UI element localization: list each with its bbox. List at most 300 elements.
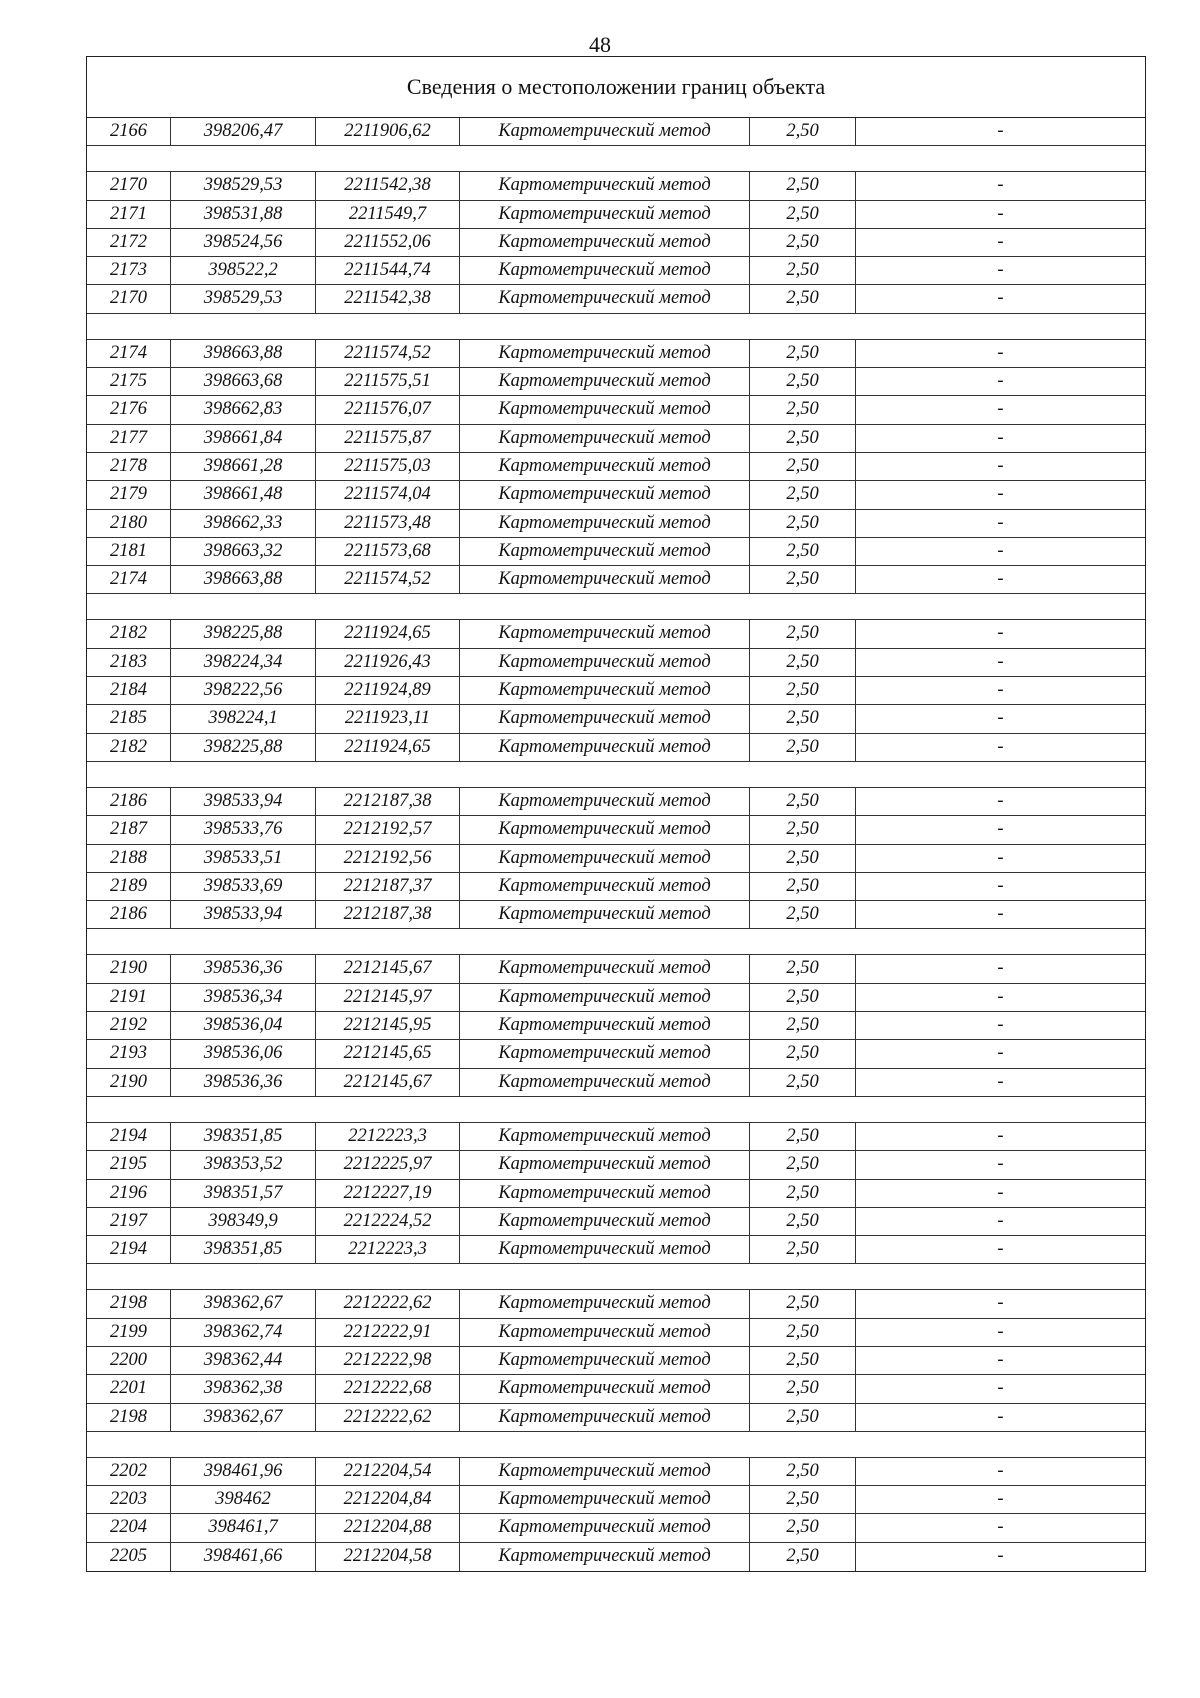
method-cell: Картометрический метод [460,172,750,199]
point-number-cell: 2182 [87,734,171,761]
y-coordinate-cell: 2211923,11 [316,705,460,732]
table-row [87,1319,1145,1347]
method-cell: Картометрический метод [460,201,750,228]
x-coordinate-cell: 398349,9 [171,1208,316,1235]
x-coordinate-cell: 398661,48 [171,481,316,508]
table-row [87,1040,1145,1068]
y-coordinate-cell: 2212192,56 [316,845,460,872]
note-cell: - [997,1349,1004,1370]
x-coordinate-cell: 398222,56 [171,677,316,704]
y-coordinate-cell: 2212222,68 [316,1375,460,1402]
point-number-cell: 2186 [87,788,171,815]
accuracy-cell: 2,50 [750,984,856,1011]
y-coordinate-cell: 2211575,03 [316,453,460,480]
table-row [87,172,1145,200]
x-coordinate-cell: 398362,44 [171,1347,316,1374]
note-cell: - [997,790,1004,811]
point-number-cell: 2171 [87,201,171,228]
table-row [87,1012,1145,1040]
accuracy-cell: 2,50 [750,816,856,843]
accuracy-cell: 2,50 [750,1123,856,1150]
point-number-cell: 2174 [87,566,171,593]
y-coordinate-cell: 2212145,67 [316,1069,460,1096]
method-cell: Картометрический метод [460,1012,750,1039]
y-coordinate-cell: 2211573,68 [316,538,460,565]
accuracy-cell: 2,50 [750,1236,856,1263]
accuracy-cell: 2,50 [750,425,856,452]
point-number-cell: 2191 [87,984,171,1011]
x-coordinate-cell: 398224,1 [171,705,316,732]
y-coordinate-cell: 2211924,65 [316,734,460,761]
point-number-cell: 2198 [87,1290,171,1317]
accuracy-cell: 2,50 [750,538,856,565]
note-cell: - [997,175,1004,196]
note-cell: - [997,1293,1004,1314]
x-coordinate-cell: 398536,34 [171,984,316,1011]
group-separator-row [87,1432,1145,1458]
method-cell: Картометрический метод [460,734,750,761]
point-number-cell: 2194 [87,1236,171,1263]
method-cell: Картометрический метод [460,229,750,256]
accuracy-cell: 2,50 [750,453,856,480]
table-row [87,396,1145,424]
accuracy-cell: 2,50 [750,1069,856,1096]
accuracy-cell: 2,50 [750,257,856,284]
accuracy-cell: 2,50 [750,481,856,508]
y-coordinate-cell: 2212145,67 [316,955,460,982]
x-coordinate-cell: 398461,7 [171,1514,316,1541]
table-row [87,901,1145,929]
accuracy-cell: 2,50 [750,1290,856,1317]
accuracy-cell: 2,50 [750,1012,856,1039]
y-coordinate-cell: 2211542,38 [316,285,460,312]
y-coordinate-cell: 2212145,65 [316,1040,460,1067]
note-cell: - [997,1489,1004,1510]
accuracy-cell: 2,50 [750,1180,856,1207]
x-coordinate-cell: 398461,96 [171,1458,316,1485]
x-coordinate-cell: 398533,69 [171,873,316,900]
table-row [87,368,1145,396]
accuracy-cell: 2,50 [750,955,856,982]
table-row [87,788,1145,816]
table-row [87,845,1145,873]
group-separator-row [87,1264,1145,1290]
page-number: 48 [589,32,611,57]
note-cell: - [997,1406,1004,1427]
table-body [87,118,1145,1571]
point-number-cell: 2175 [87,368,171,395]
y-coordinate-cell: 2212187,38 [316,788,460,815]
point-number-cell: 2190 [87,1069,171,1096]
point-number-cell: 2199 [87,1319,171,1346]
table-row [87,734,1145,762]
accuracy-cell: 2,50 [750,1319,856,1346]
table-row [87,285,1145,313]
y-coordinate-cell: 2211552,06 [316,229,460,256]
note-cell: - [997,1321,1004,1342]
accuracy-cell: 2,50 [750,901,856,928]
y-coordinate-cell: 2212222,98 [316,1347,460,1374]
accuracy-cell: 2,50 [750,340,856,367]
y-coordinate-cell: 2211924,89 [316,677,460,704]
y-coordinate-cell: 2212223,3 [316,1123,460,1150]
y-coordinate-cell: 2211574,52 [316,566,460,593]
accuracy-cell: 2,50 [750,788,856,815]
x-coordinate-cell: 398353,52 [171,1151,316,1178]
y-coordinate-cell: 2212222,62 [316,1404,460,1431]
accuracy-cell: 2,50 [750,649,856,676]
point-number-cell: 2194 [87,1123,171,1150]
point-number-cell: 2177 [87,425,171,452]
point-number-cell: 2179 [87,481,171,508]
x-coordinate-cell: 398661,84 [171,425,316,452]
point-number-cell: 2204 [87,1514,171,1541]
method-cell: Картометрический метод [460,1514,750,1541]
y-coordinate-cell: 2211924,65 [316,620,460,647]
x-coordinate-cell: 398536,36 [171,955,316,982]
x-coordinate-cell: 398536,04 [171,1012,316,1039]
x-coordinate-cell: 398206,47 [171,118,316,145]
method-cell: Картометрический метод [460,1040,750,1067]
method-cell: Картометрический метод [460,1236,750,1263]
x-coordinate-cell: 398529,53 [171,285,316,312]
x-coordinate-cell: 398662,83 [171,396,316,423]
table-title: Сведения о местоположении границ объекта [87,57,1145,118]
table-row [87,1290,1145,1318]
group-separator-row [87,1097,1145,1123]
x-coordinate-cell: 398225,88 [171,620,316,647]
table-row [87,1123,1145,1151]
table-row [87,201,1145,229]
x-coordinate-cell: 398536,06 [171,1040,316,1067]
note-cell: - [997,231,1004,252]
table-row [87,1486,1145,1514]
y-coordinate-cell: 2211542,38 [316,172,460,199]
y-coordinate-cell: 2211906,62 [316,118,460,145]
note-cell: - [997,1182,1004,1203]
x-coordinate-cell: 398663,88 [171,340,316,367]
table-row [87,1543,1145,1571]
note-cell: - [997,1043,1004,1064]
table-row [87,1208,1145,1236]
point-number-cell: 2198 [87,1404,171,1431]
table-row [87,453,1145,481]
y-coordinate-cell: 2211549,7 [316,201,460,228]
y-coordinate-cell: 2212204,84 [316,1486,460,1513]
point-number-cell: 2184 [87,677,171,704]
method-cell: Картометрический метод [460,368,750,395]
point-number-cell: 2205 [87,1543,171,1571]
method-cell: Картометрический метод [460,118,750,145]
table-row [87,677,1145,705]
y-coordinate-cell: 2211575,51 [316,368,460,395]
note-cell: - [997,1125,1004,1146]
table-row [87,649,1145,677]
table-row [87,984,1145,1012]
accuracy-cell: 2,50 [750,118,856,145]
y-coordinate-cell: 2212204,88 [316,1514,460,1541]
table-row [87,705,1145,733]
note-cell: - [997,708,1004,729]
note-cell: - [997,680,1004,701]
accuracy-cell: 2,50 [750,510,856,537]
method-cell: Картометрический метод [460,1290,750,1317]
method-cell: Картометрический метод [460,340,750,367]
point-number-cell: 2203 [87,1486,171,1513]
x-coordinate-cell: 398351,85 [171,1236,316,1263]
note-cell: - [997,371,1004,392]
note-cell: - [997,569,1004,590]
y-coordinate-cell: 2212145,95 [316,1012,460,1039]
y-coordinate-cell: 2212204,58 [316,1543,460,1571]
point-number-cell: 2196 [87,1180,171,1207]
accuracy-cell: 2,50 [750,1404,856,1431]
point-number-cell: 2195 [87,1151,171,1178]
y-coordinate-cell: 2212223,3 [316,1236,460,1263]
table-row [87,1236,1145,1264]
note-cell: - [997,342,1004,363]
x-coordinate-cell: 398533,94 [171,788,316,815]
note-cell: - [997,427,1004,448]
note-cell: - [997,399,1004,420]
point-number-cell: 2172 [87,229,171,256]
note-cell: - [997,512,1004,533]
note-cell: - [997,540,1004,561]
method-cell: Картометрический метод [460,705,750,732]
method-cell: Картометрический метод [460,845,750,872]
point-number-cell: 2170 [87,285,171,312]
note-cell: - [997,203,1004,224]
point-number-cell: 2192 [87,1012,171,1039]
point-number-cell: 2185 [87,705,171,732]
x-coordinate-cell: 398462 [171,1486,316,1513]
note-cell: - [997,847,1004,868]
x-coordinate-cell: 398531,88 [171,201,316,228]
method-cell: Картометрический метод [460,425,750,452]
table-row [87,510,1145,538]
method-cell: Картометрический метод [460,1543,750,1571]
table-row [87,816,1145,844]
accuracy-cell: 2,50 [750,1208,856,1235]
y-coordinate-cell: 2212222,62 [316,1290,460,1317]
table-row [87,229,1145,257]
note-cell: - [997,484,1004,505]
y-coordinate-cell: 2212204,54 [316,1458,460,1485]
table-row [87,955,1145,983]
method-cell: Картометрический метод [460,873,750,900]
accuracy-cell: 2,50 [750,677,856,704]
accuracy-cell: 2,50 [750,201,856,228]
point-number-cell: 2174 [87,340,171,367]
method-cell: Картометрический метод [460,257,750,284]
x-coordinate-cell: 398663,68 [171,368,316,395]
accuracy-cell: 2,50 [750,566,856,593]
method-cell: Картометрический метод [460,677,750,704]
x-coordinate-cell: 398362,38 [171,1375,316,1402]
table-row [87,566,1145,594]
x-coordinate-cell: 398533,51 [171,845,316,872]
table-row [87,425,1145,453]
note-cell: - [997,1460,1004,1481]
method-cell: Картометрический метод [460,1486,750,1513]
note-cell: - [997,875,1004,896]
accuracy-cell: 2,50 [750,873,856,900]
table-row [87,1404,1145,1432]
accuracy-cell: 2,50 [750,1486,856,1513]
accuracy-cell: 2,50 [750,368,856,395]
x-coordinate-cell: 398362,67 [171,1290,316,1317]
x-coordinate-cell: 398351,57 [171,1180,316,1207]
x-coordinate-cell: 398522,2 [171,257,316,284]
accuracy-cell: 2,50 [750,396,856,423]
method-cell: Картометрический метод [460,1319,750,1346]
point-number-cell: 2197 [87,1208,171,1235]
table-row [87,1151,1145,1179]
note-cell: - [997,623,1004,644]
table-row [87,1514,1145,1542]
x-coordinate-cell: 398524,56 [171,229,316,256]
point-number-cell: 2183 [87,649,171,676]
method-cell: Картометрический метод [460,1151,750,1178]
y-coordinate-cell: 2211573,48 [316,510,460,537]
y-coordinate-cell: 2212225,97 [316,1151,460,1178]
table-row [87,257,1145,285]
accuracy-cell: 2,50 [750,620,856,647]
point-number-cell: 2190 [87,955,171,982]
y-coordinate-cell: 2212227,19 [316,1180,460,1207]
y-coordinate-cell: 2212222,91 [316,1319,460,1346]
x-coordinate-cell: 398362,74 [171,1319,316,1346]
method-cell: Картометрический метод [460,816,750,843]
table-row [87,481,1145,509]
point-number-cell: 2166 [87,118,171,145]
y-coordinate-cell: 2211926,43 [316,649,460,676]
method-cell: Картометрический метод [460,649,750,676]
x-coordinate-cell: 398663,32 [171,538,316,565]
method-cell: Картометрический метод [460,1347,750,1374]
method-cell: Картометрический метод [460,1180,750,1207]
note-cell: - [997,260,1004,281]
note-cell: - [997,1517,1004,1538]
accuracy-cell: 2,50 [750,1514,856,1541]
point-number-cell: 2187 [87,816,171,843]
x-coordinate-cell: 398662,33 [171,510,316,537]
x-coordinate-cell: 398533,76 [171,816,316,843]
point-number-cell: 2173 [87,257,171,284]
y-coordinate-cell: 2211574,52 [316,340,460,367]
point-number-cell: 2189 [87,873,171,900]
y-coordinate-cell: 2212187,38 [316,901,460,928]
accuracy-cell: 2,50 [750,705,856,732]
y-coordinate-cell: 2211574,04 [316,481,460,508]
x-coordinate-cell: 398224,34 [171,649,316,676]
note-cell: - [997,1378,1004,1399]
method-cell: Картометрический метод [460,1069,750,1096]
point-number-cell: 2182 [87,620,171,647]
point-number-cell: 2200 [87,1347,171,1374]
method-cell: Картометрический метод [460,566,750,593]
point-number-cell: 2202 [87,1458,171,1485]
table-row [87,1180,1145,1208]
accuracy-cell: 2,50 [750,1151,856,1178]
method-cell: Картометрический метод [460,984,750,1011]
accuracy-cell: 2,50 [750,172,856,199]
method-cell: Картометрический метод [460,1404,750,1431]
table-row [87,620,1145,648]
method-cell: Картометрический метод [460,285,750,312]
accuracy-cell: 2,50 [750,229,856,256]
table-row [87,1347,1145,1375]
y-coordinate-cell: 2211544,74 [316,257,460,284]
y-coordinate-cell: 2211576,07 [316,396,460,423]
method-cell: Картометрический метод [460,510,750,537]
note-cell: - [997,651,1004,672]
y-coordinate-cell: 2212192,57 [316,816,460,843]
accuracy-cell: 2,50 [750,285,856,312]
group-separator-row [87,146,1145,172]
table-row [87,118,1145,146]
boundary-table [86,56,1146,1572]
table-row [87,340,1145,368]
note-cell: - [997,121,1004,141]
note-cell: - [997,455,1004,476]
accuracy-cell: 2,50 [750,1458,856,1485]
accuracy-cell: 2,50 [750,1040,856,1067]
y-coordinate-cell: 2212187,37 [316,873,460,900]
point-number-cell: 2181 [87,538,171,565]
note-cell: - [997,1210,1004,1231]
point-number-cell: 2170 [87,172,171,199]
group-separator-row [87,762,1145,788]
method-cell: Картометрический метод [460,788,750,815]
accuracy-cell: 2,50 [750,1347,856,1374]
note-cell: - [997,986,1004,1007]
point-number-cell: 2176 [87,396,171,423]
note-cell: - [997,288,1004,309]
note-cell: - [997,1071,1004,1092]
x-coordinate-cell: 398663,88 [171,566,316,593]
x-coordinate-cell: 398533,94 [171,901,316,928]
point-number-cell: 2178 [87,453,171,480]
method-cell: Картометрический метод [460,901,750,928]
accuracy-cell: 2,50 [750,734,856,761]
table-row [87,1069,1145,1097]
method-cell: Картометрический метод [460,620,750,647]
point-number-cell: 2193 [87,1040,171,1067]
table-row [87,873,1145,901]
method-cell: Картометрический метод [460,1208,750,1235]
method-cell: Картометрический метод [460,481,750,508]
table-row [87,1375,1145,1403]
x-coordinate-cell: 398461,66 [171,1543,316,1571]
method-cell: Картометрический метод [460,538,750,565]
note-cell: - [997,736,1004,757]
method-cell: Картометрический метод [460,1458,750,1485]
point-number-cell: 2201 [87,1375,171,1402]
group-separator-row [87,314,1145,340]
method-cell: Картометрический метод [460,1375,750,1402]
x-coordinate-cell: 398362,67 [171,1404,316,1431]
method-cell: Картометрический метод [460,955,750,982]
note-cell: - [997,1154,1004,1175]
note-cell: - [997,958,1004,979]
method-cell: Картометрический метод [460,396,750,423]
accuracy-cell: 2,50 [750,1543,856,1571]
table-row [87,538,1145,566]
x-coordinate-cell: 398351,85 [171,1123,316,1150]
group-separator-row [87,594,1145,620]
x-coordinate-cell: 398225,88 [171,734,316,761]
